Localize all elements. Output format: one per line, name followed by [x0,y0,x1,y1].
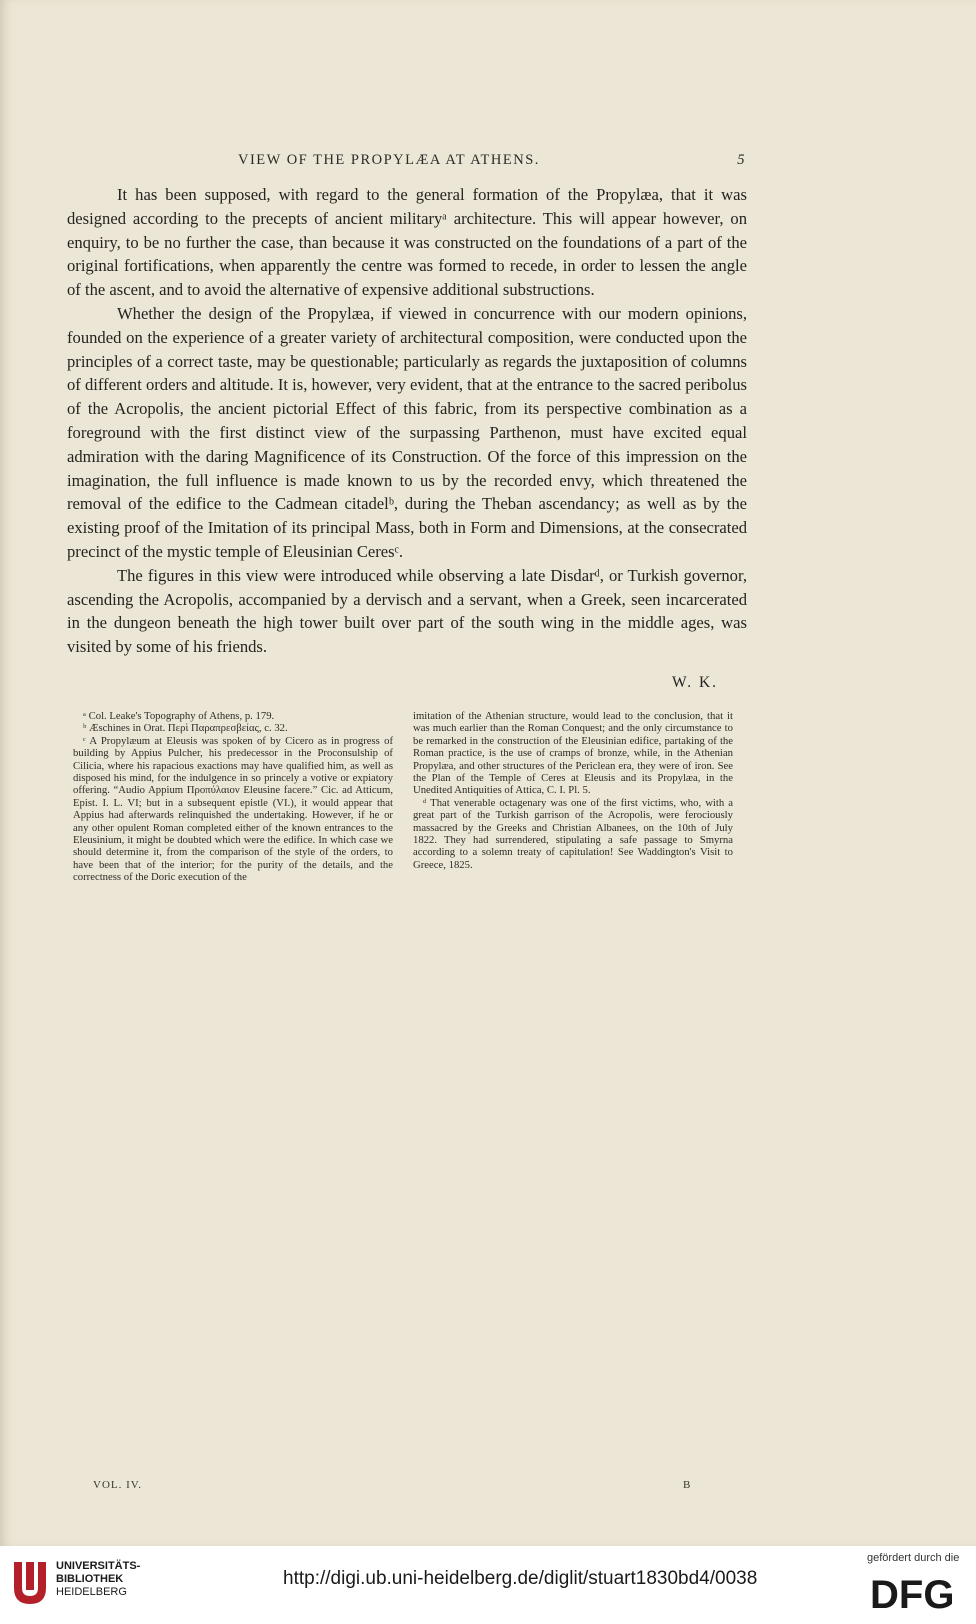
svg-text:DFG: DFG [870,1573,955,1614]
footnote: ᵈ That venerable octagenary was one of the first victims, who, with a great part of the Turkish garrison of the Acropolis, were ferociously massacred by the Greeks and Christian Albanees, on the 10th of July 1822. They had surrendered, stipulating a safe passage to Smyrna according to a solemn treaty of capitulation! See Waddington's Visit to Greece, 1825. [413,796,733,871]
digitization-footer [0,1546,976,1624]
permalink-url[interactable]: http://digi.ub.uni-heidelberg.de/diglit/stuart1830bd4/0038 [283,1568,758,1589]
footnotes-left-column [73,710,393,884]
footnote: ᵇ Æschines in Orat. Περὶ Παραπρεσβείας, c. 32. [83,722,288,735]
paragraph: It has been supposed, with regard to the general formation of the Propylæa, that it was designed according to the precepts of ancient militaryᵃ architecture. This will appear however, on enquiry, to be no further the case, than because it was constructed on the foundations of a part of the original fortifications, when apparently the centre was formed to recede, in order to lessen the angle of the ascent, and to avoid the alternative of expensive additional substructions. [67,185,747,300]
author-signature: W. K. [672,674,719,691]
page-number: 5 [737,152,746,168]
library-name[interactable]: UNIVERSITÄTS- BIBLIOTHEK HEIDELBERG [56,1560,141,1598]
paragraph: The figures in this view were introduced while observing a late Disdarᵈ, or Turkish governor, ascending the Acropolis, accompanied by a dervisch and a servant, when a Greek, seen incarcerated in the dungeon beneath the high tower built over part of the south wing in the middle ages, was visited by some of his friends. [67,565,747,657]
footnotes-right-column [413,710,733,871]
running-title: VIEW OF THE PROPYLÆA AT ATHENS. [238,152,540,168]
footnote: ᶜ A Propylæum at Eleusis was spoken of by Cicero as in progress of building by Appius Pulcher, his predecessor in the Proconsulship of Cilicia, where his rapacious exactions may have qualified him, as well as disposed his mind, for the indulgence in so princely a votive or expiatory offering. “Audio Appium Προπύλαιον Eleusine facere.” Cic. ad Atticum, Epist. I. L. VI; but in a subsequent epistle (VI.), it would appear that Appius had afterwards relinquished the undertaking. However, if he or any other opulent Roman completed either of the known entrances to the Eleusinium, it might be doubted which were the edifice. In which case we should determine it, from the comparison of the style of the orders, to have been that of the interior; for the purity of the details, and the correctness of the Doric execution of the [73,734,393,884]
funding-label: gefördert durch die [867,1552,960,1564]
footnote: ᵃ Col. Leake's Topography of Athens, p. 179. [83,710,275,722]
footnote-continuation: imitation of the Athenian structure, would lead to the conclusion, that it was much earlier than the Roman Conquest; and the only circumstance to be remarked in the construction of the Eleusinian edifice, partaking of the Roman practice, is the use of cramps of bronze, while, in the Athenian Propylæa, and other structures of the Periclean era, they were of iron. See the Plan of the Temple of Ceres at Eleusis and its Propylæa, in the Unedited Antiquities of Attica, C. I. Pl. 5. [413,710,733,797]
ub-heidelberg-logo-icon[interactable] [10,1558,50,1608]
paragraph: Whether the design of the Propylæa, if viewed in concurrence with our modern opinions, founded on the experience of a greater variety of architectural composition, were conducted upon the principles of a correct taste, may be questionable; particularly as regards the juxtaposition of columns of different orders and altitude. It is, however, very evident, that at the entrance to the sacred peribolus of the Acropolis, the ancient pictorial Effect of this fabric, from its perspective combination as a foreground with the first distinct view of the surpassing Parthenon, must have excited equal admiration with the daring Magnificence of its Construction. Of the force of this impression on the imagination, the full influence is made known to us by the recorded envy, which threatened the removal of the edifice to the Cadmean citadelᵇ, during the Theban ascendancy; as well as by the existing proof of the Imitation of its principal Mass, both in Form and Dimensions, at the consecrated precinct of the mystic temple of Eleusinian Ceresᶜ. [67,303,747,561]
main-text [67,183,747,659]
signature-mark: B [683,1479,691,1491]
dfg-logo-icon[interactable] [868,1570,964,1614]
volume-label: VOL. IV. [93,1479,143,1491]
